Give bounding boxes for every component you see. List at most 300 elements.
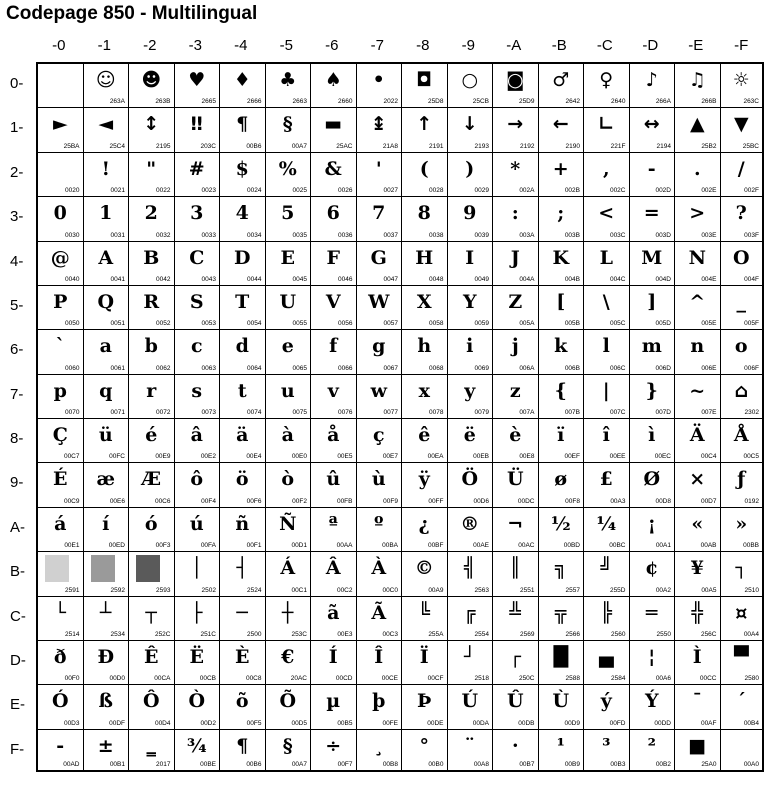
char-glyph: ñ [235,512,250,535]
unicode-code: 0027 [383,187,398,195]
char-glyph: Ø [643,468,661,491]
unicode-code: 005A [519,320,535,328]
char-glyph: - [56,734,65,757]
char-glyph: ♂ [552,69,570,91]
char-glyph: D [234,246,251,269]
unicode-code: 00EF [564,453,580,461]
unicode-code: 0037 [383,231,398,239]
char-cell [493,552,539,596]
char-glyph: l [602,335,610,358]
unicode-code: 250C [518,675,535,683]
char-glyph: á [54,512,67,535]
unicode-code: 00A7 [291,761,307,768]
char-glyph: ² [647,734,656,757]
unicode-code: 0065 [292,364,307,372]
char-glyph: h [417,335,432,358]
char-glyph: å [327,424,340,446]
unicode-code: 0047 [383,275,398,283]
char-cell [584,597,630,641]
char-glyph: ç [372,424,385,446]
unicode-code: 007B [564,409,580,416]
char-cell [584,508,630,552]
char-glyph: ª [328,512,338,535]
char-glyph: ♀ [599,69,614,91]
char-glyph: e [281,335,294,358]
char-cell [493,419,539,463]
char-cell [129,108,175,152]
char-glyph: j [511,335,519,358]
row-header: B- [10,563,25,581]
char-cell [175,330,221,374]
unicode-code: 0033 [201,231,216,239]
column-header: -E [688,37,704,54]
char-cell [357,153,403,197]
char-cell [630,552,676,596]
unicode-code: 00BF [427,542,444,550]
char-cell [584,330,630,374]
char-glyph: õ [235,690,249,713]
char-glyph: Æ [141,468,162,491]
char-cell [311,375,357,419]
unicode-code: 004A [519,275,535,283]
char-cell [675,64,721,108]
char-cell [129,153,175,197]
unicode-code: 0053 [201,320,216,328]
char-glyph: ¬ [507,512,524,535]
unicode-code: 00C4 [700,453,717,461]
char-glyph: / [737,157,745,180]
char-glyph: ▄ [598,645,614,668]
unicode-code: 00CB [199,675,216,683]
char-glyph: Ê [144,645,159,668]
char-cell [220,108,266,152]
char-glyph: ¶ [236,734,249,757]
char-glyph: é [145,424,158,446]
unicode-code: 003D [655,231,671,239]
unicode-code: 00E4 [246,453,262,461]
char-glyph: Î [374,645,384,668]
char-glyph: ³ [602,734,611,757]
char-glyph: & [324,157,342,180]
char-glyph: ä [236,424,249,446]
unicode-code: 00B6 [246,142,262,150]
char-cell [84,108,130,152]
char-cell [311,508,357,552]
char-glyph: - [647,157,656,180]
char-cell [402,597,448,641]
char-glyph: ë [463,424,476,446]
char-cell [493,197,539,241]
char-cell [402,552,448,596]
char-glyph: > [689,202,706,225]
char-cell [129,730,175,770]
row-headers [0,62,36,772]
char-glyph: ↔ [643,113,660,136]
char-glyph: J [510,246,520,269]
unicode-code: 2017 [156,761,171,768]
char-glyph: Ü [506,468,524,491]
char-cell [84,242,130,286]
char-cell [38,242,84,286]
unicode-code: 00FE [382,719,398,727]
char-cell [311,641,357,685]
char-cell [38,108,84,152]
unicode-code: 2554 [474,630,489,638]
char-cell [584,375,630,419]
char-cell [584,108,630,152]
char-glyph: % [278,157,297,180]
unicode-code: 00D5 [291,719,307,727]
unicode-code: 0076 [338,409,353,416]
char-cell [129,375,175,419]
unicode-code: 2302 [744,409,759,416]
char-cell [220,463,266,507]
char-glyph: ú [189,512,204,535]
char-glyph: ▬ [324,113,343,136]
char-glyph: c [190,335,203,358]
char-glyph: 9 [463,202,477,225]
char-glyph: W [368,290,390,313]
char-glyph: ╦ [555,601,567,624]
char-glyph: Ý [644,690,659,713]
char-glyph: ¯ [692,690,702,713]
char-cell [402,242,448,286]
char-glyph: F [326,246,340,269]
unicode-code: 0064 [247,364,262,372]
unicode-code: 2557 [565,586,580,594]
unicode-code: 00FF [428,497,444,505]
char-cell [175,685,221,729]
char-cell [721,330,763,374]
char-cell [311,64,357,108]
unicode-code: 0074 [247,409,262,416]
char-cell [220,730,266,770]
char-cell [584,242,630,286]
unicode-code: 00A8 [473,761,489,768]
char-glyph: O [732,246,750,269]
char-cell [630,108,676,152]
char-glyph: │ [191,557,203,580]
char-cell [539,419,585,463]
unicode-code: 00A1 [655,542,671,550]
unicode-code: 00C8 [245,675,262,683]
char-glyph: û [326,468,341,491]
unicode-code: 00F1 [246,542,262,550]
char-glyph: • [372,69,385,91]
char-glyph: ò [281,468,295,491]
unicode-code: 00F6 [246,497,262,505]
unicode-code: 25D8 [427,98,444,106]
unicode-code: 00A9 [428,586,444,594]
char-cell [84,64,130,108]
char-cell [721,463,763,507]
unicode-code: 0029 [474,187,489,195]
char-cell [311,153,357,197]
char-glyph: ü [98,424,113,446]
char-glyph: Á [280,557,296,580]
char-glyph: R [143,290,160,313]
char-cell [38,419,84,463]
unicode-code: 00F8 [565,497,580,505]
char-glyph: ☺ [95,69,116,91]
unicode-code: 2560 [611,630,626,638]
char-glyph: ╔ [464,601,476,624]
char-glyph: Z [508,290,523,313]
unicode-code: 00A0 [743,761,759,768]
unicode-code: 00DD [654,719,671,727]
char-cell [448,641,494,685]
char-glyph: Ä [689,424,705,446]
char-cell [129,463,175,507]
char-glyph: Þ [417,690,432,713]
column-header: -4 [234,37,248,54]
unicode-code: 2514 [65,630,80,638]
row-header: 2- [10,163,24,181]
char-glyph: u [280,379,295,402]
char-cell [220,552,266,596]
row-header: 0- [10,75,24,92]
shade-block-icon [45,555,69,582]
char-cell [266,597,312,641]
char-cell [675,419,721,463]
char-glyph: ↕ [143,113,160,136]
unicode-code: 00EC [654,453,671,461]
char-cell [220,685,266,729]
char-glyph: ¼ [596,512,617,535]
char-glyph: f [329,335,338,358]
char-glyph: ♫ [688,69,706,91]
unicode-code: 00C0 [382,586,398,594]
char-cell [402,463,448,507]
char-cell [539,597,585,641]
char-cell [38,64,84,108]
unicode-code: 007D [655,409,671,416]
char-cell [402,730,448,770]
char-glyph: ♦ [233,69,251,91]
char-glyph: § [282,113,293,136]
char-cell [493,463,539,507]
unicode-code: 00DB [518,719,535,727]
char-cell [630,641,676,685]
unicode-code: 00FD [609,719,626,727]
char-glyph: ♪ [645,69,658,91]
char-glyph: d [235,335,249,358]
unicode-code: 2022 [383,98,398,106]
char-cell [721,108,763,152]
unicode-code: 2642 [565,98,580,106]
char-glyph: S [189,290,204,313]
unicode-code: 00EE [609,453,626,461]
char-glyph: " [146,157,157,180]
char-glyph: · [511,734,519,757]
char-cell [675,286,721,330]
column-headers [36,37,764,57]
unicode-code: 0077 [383,409,398,416]
char-cell [129,597,175,641]
char-cell [220,242,266,286]
char-glyph: 4 [235,202,249,225]
unicode-code: 0055 [292,320,307,328]
char-glyph: { [554,379,567,402]
char-glyph: B [143,246,160,269]
char-cell [721,419,763,463]
char-cell [357,730,403,770]
char-cell [38,330,84,374]
char-cell [493,153,539,197]
char-cell [448,730,494,770]
unicode-code: 2580 [744,675,759,683]
char-cell [402,64,448,108]
char-cell [539,242,585,286]
unicode-code: 256C [700,630,717,638]
unicode-code: 0073 [201,409,216,416]
unicode-code: 0031 [110,231,125,239]
char-glyph: ╝ [600,557,612,580]
char-glyph: | [602,379,610,402]
char-glyph: 8 [417,202,431,225]
unicode-code: 0052 [156,320,171,328]
unicode-code: 00CF [427,675,444,683]
char-cell [38,375,84,419]
char-glyph: ← [552,113,569,136]
char-glyph: ý [600,690,612,713]
char-cell [630,64,676,108]
char-cell [539,730,585,770]
char-cell [266,508,312,552]
char-cell [721,286,763,330]
unicode-code: 00CC [699,675,717,683]
char-glyph: ~ [689,379,706,402]
unicode-code: 0063 [201,364,216,372]
char-glyph: ^ [689,290,706,313]
unicode-code: 00EA [427,453,444,461]
char-cell [175,375,221,419]
char-cell [129,64,175,108]
char-cell [38,641,84,685]
char-cell [220,197,266,241]
char-glyph: ¥ [690,557,704,580]
char-cell [220,375,266,419]
char-glyph: ∟ [598,113,615,136]
char-glyph: ☻ [141,69,162,91]
char-cell [266,64,312,108]
char-glyph: z [509,379,521,402]
unicode-code: 00E2 [200,453,216,461]
char-cell [493,108,539,152]
column-header: -3 [188,37,202,54]
unicode-code: 2191 [429,142,444,150]
char-cell [266,153,312,197]
unicode-code: 00E8 [519,453,535,461]
char-glyph: ▀ [733,645,749,668]
char-cell [675,597,721,641]
char-glyph: ' [375,157,382,180]
unicode-code: 0059 [474,320,489,328]
char-cell [630,597,676,641]
unicode-code: 0024 [247,187,262,195]
char-glyph: _ [736,290,746,313]
char-glyph: , [602,157,610,180]
unicode-code: 00B1 [109,761,125,768]
unicode-code: 00E3 [337,630,353,638]
unicode-code: 0040 [65,275,80,283]
char-cell [675,197,721,241]
unicode-code: 0057 [383,320,398,328]
unicode-code: 0023 [201,187,216,195]
char-cell [175,597,221,641]
char-cell [539,153,585,197]
unicode-code: 2566 [565,630,580,638]
char-glyph: K [552,246,569,269]
char-glyph: 2 [144,202,158,225]
char-cell [357,685,403,729]
char-cell [493,508,539,552]
unicode-code: 005B [564,320,580,328]
char-glyph: 5 [281,202,295,225]
char-glyph: N [688,246,706,269]
unicode-code: 00C1 [291,586,307,594]
char-cell [84,730,130,770]
char-cell [402,685,448,729]
char-glyph: ‗ [146,734,156,757]
unicode-code: 0050 [65,320,80,328]
char-cell [311,242,357,286]
char-cell [493,286,539,330]
char-glyph: ┌ [509,645,521,668]
char-cell [402,330,448,374]
unicode-code: 00C6 [154,497,171,505]
unicode-code: 00F0 [64,675,80,683]
unicode-code: 0060 [65,364,80,372]
char-glyph: ☼ [732,69,750,91]
row-header: D- [10,651,26,669]
char-cell [630,286,676,330]
char-cell [493,685,539,729]
char-glyph: ¹ [556,734,565,757]
char-glyph: * [510,157,521,180]
char-glyph: æ [96,468,116,491]
char-glyph: Ö [461,468,479,491]
char-cell [175,286,221,330]
char-cell [311,197,357,241]
unicode-code: 2194 [656,142,671,150]
unicode-code: 263A [109,98,125,106]
unicode-code: 0069 [474,364,489,372]
char-glyph: ì [648,424,656,446]
char-cell [220,419,266,463]
char-cell [539,286,585,330]
unicode-code: 2591 [65,586,80,594]
column-header: -7 [370,37,384,54]
char-cell [584,197,630,241]
char-cell [357,64,403,108]
char-glyph: g [372,335,386,358]
char-cell [448,597,494,641]
char-glyph: ┐ [735,557,747,580]
unicode-code: 0044 [247,275,262,283]
unicode-code: 2563 [474,586,489,594]
unicode-code: 0046 [338,275,353,283]
unicode-code: 00FC [109,453,125,461]
char-cell [129,641,175,685]
char-glyph: r [146,379,157,402]
row-header: 6- [10,341,24,359]
char-cell [38,197,84,241]
char-glyph: Ù [552,690,570,713]
char-cell [38,685,84,729]
unicode-code: 0020 [65,187,80,195]
char-cell [38,508,84,552]
